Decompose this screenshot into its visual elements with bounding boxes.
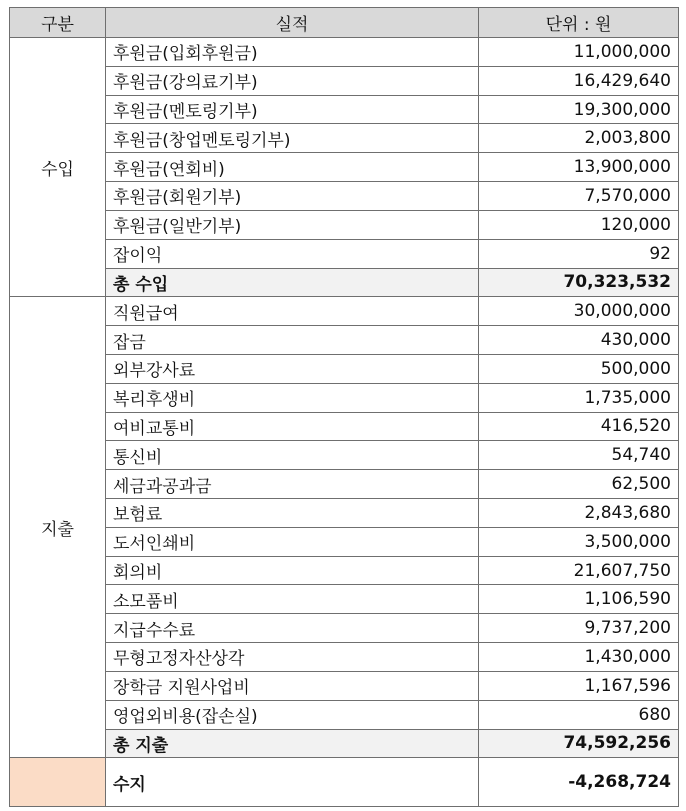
item-name: 여비교통비	[106, 412, 479, 441]
table-row	[10, 441, 679, 470]
item-name: 회의비	[106, 556, 479, 585]
table-row	[10, 66, 679, 95]
item-amount: 2,843,680	[479, 499, 679, 528]
item-name: 영업외비용(잡손실)	[106, 700, 479, 729]
item-amount: 680	[479, 700, 679, 729]
item-amount: 92	[479, 239, 679, 268]
table-row	[10, 239, 679, 268]
balance-category-cell	[10, 758, 106, 807]
table-row	[10, 412, 679, 441]
table-row	[10, 210, 679, 239]
table-row	[10, 556, 679, 585]
item-amount: 11,000,000	[479, 38, 679, 67]
item-name: 후원금(강의료기부)	[106, 66, 479, 95]
item-amount: 1,106,590	[479, 585, 679, 614]
item-amount: 16,429,640	[479, 66, 679, 95]
item-amount: 9,737,200	[479, 614, 679, 643]
header-category: 구분	[10, 8, 106, 38]
item-amount: 120,000	[479, 210, 679, 239]
item-name: 직원급여	[106, 297, 479, 326]
table-row	[10, 527, 679, 556]
item-name: 지급수수료	[106, 614, 479, 643]
header-item: 실적	[106, 8, 479, 38]
table-row	[10, 383, 679, 412]
item-amount: 30,000,000	[479, 297, 679, 326]
table-row	[10, 499, 679, 528]
item-name: 후원금(창업멘토링기부)	[106, 124, 479, 153]
income-total-row	[10, 268, 679, 297]
table-row	[10, 643, 679, 672]
table-row	[10, 470, 679, 499]
item-amount: 21,607,750	[479, 556, 679, 585]
item-amount: 500,000	[479, 354, 679, 383]
header-unit: 단위 : 원	[479, 8, 679, 38]
item-name: 후원금(일반기부)	[106, 210, 479, 239]
item-amount: 1,430,000	[479, 643, 679, 672]
table-row	[10, 614, 679, 643]
item-name: 도서인쇄비	[106, 527, 479, 556]
item-name: 장학금 지원사업비	[106, 671, 479, 700]
item-amount: 430,000	[479, 326, 679, 355]
item-amount: 13,900,000	[479, 153, 679, 182]
item-name: 잡이익	[106, 239, 479, 268]
income-total-amount: 70,323,532	[479, 268, 679, 297]
table-row	[10, 38, 679, 67]
item-name: 소모품비	[106, 585, 479, 614]
item-name: 통신비	[106, 441, 479, 470]
table-row	[10, 585, 679, 614]
item-amount: 1,735,000	[479, 383, 679, 412]
item-amount: 19,300,000	[479, 95, 679, 124]
expense-total-label: 총 지출	[106, 729, 479, 758]
item-name: 복리후생비	[106, 383, 479, 412]
table-row	[10, 700, 679, 729]
table-row	[10, 326, 679, 355]
expense-total-amount: 74,592,256	[479, 729, 679, 758]
table-body	[10, 38, 679, 807]
income-category-label: 수입	[10, 38, 106, 297]
item-name: 무형고정자산상각	[106, 643, 479, 672]
item-amount: 2,003,800	[479, 124, 679, 153]
expense-category-label: 지출	[10, 297, 106, 758]
item-amount: 416,520	[479, 412, 679, 441]
balance-label: 수지	[106, 758, 479, 807]
item-amount: 62,500	[479, 470, 679, 499]
item-name: 세금과공과금	[106, 470, 479, 499]
table-row	[10, 182, 679, 211]
balance-amount: -4,268,724	[479, 758, 679, 807]
item-amount: 1,167,596	[479, 671, 679, 700]
item-amount: 7,570,000	[479, 182, 679, 211]
table-row	[10, 124, 679, 153]
expense-total-row	[10, 729, 679, 758]
item-amount: 3,500,000	[479, 527, 679, 556]
table-row	[10, 297, 679, 326]
item-name: 후원금(연회비)	[106, 153, 479, 182]
table-row	[10, 153, 679, 182]
item-name: 후원금(입회후원금)	[106, 38, 479, 67]
item-name: 외부강사료	[106, 354, 479, 383]
item-name: 후원금(멘토링기부)	[106, 95, 479, 124]
table-row	[10, 354, 679, 383]
item-name: 후원금(회원기부)	[106, 182, 479, 211]
income-total-label: 총 수입	[106, 268, 479, 297]
balance-row	[10, 758, 679, 807]
item-name: 보험료	[106, 499, 479, 528]
item-name: 잡금	[106, 326, 479, 355]
header-row	[10, 8, 679, 38]
item-amount: 54,740	[479, 441, 679, 470]
table-row	[10, 671, 679, 700]
financial-results-table	[9, 7, 679, 807]
table-row	[10, 95, 679, 124]
